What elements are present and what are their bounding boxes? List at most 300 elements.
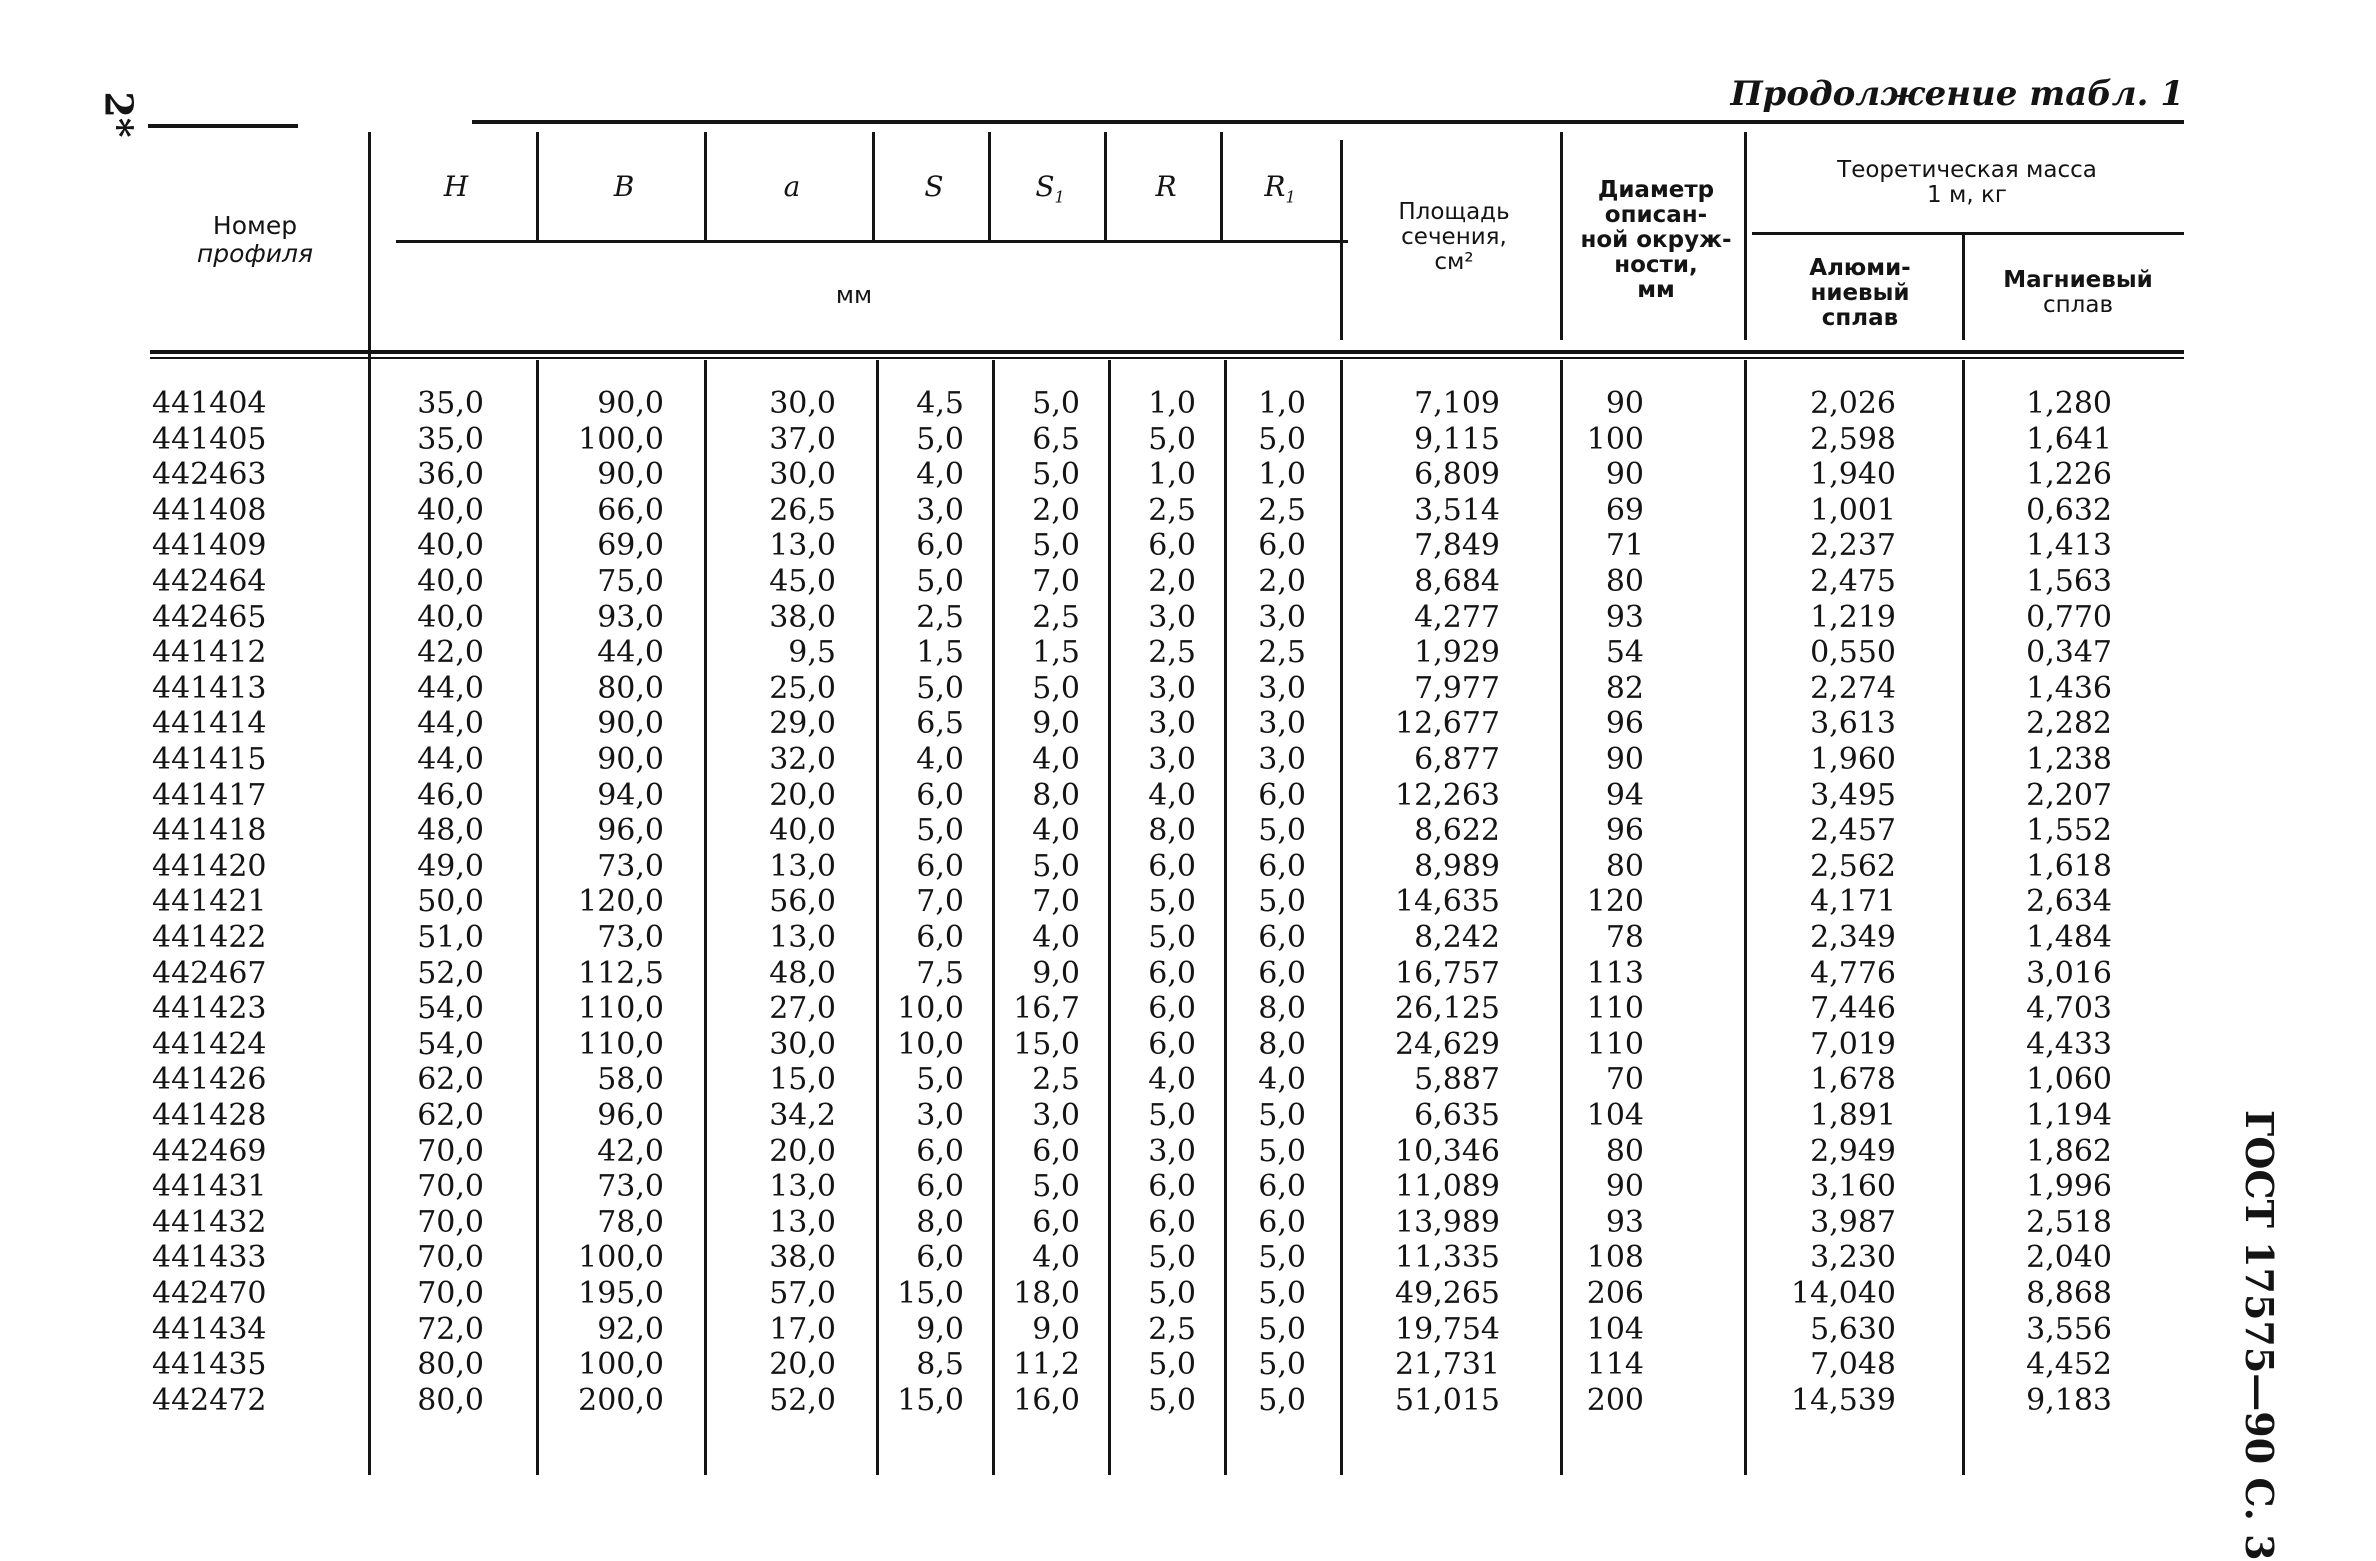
aluminium-mass-cell: 1,219 [1810, 599, 1896, 635]
magnesium-mass-cell: 1,060 [2026, 1062, 2112, 1098]
s1-cell: 4,0 [1032, 813, 1080, 849]
aluminium-mass-cell: 3,613 [1810, 706, 1896, 742]
r1-cell: 5,0 [1258, 884, 1306, 920]
h-cell: 80,0 [417, 1382, 484, 1418]
a-cell: 30,0 [769, 1026, 836, 1062]
aluminium-mass-cell: 1,001 [1810, 492, 1896, 528]
magnesium-mass-cell: 2,207 [2026, 777, 2112, 813]
diameter-cell: 206 [1586, 1276, 1644, 1311]
r1-cell: 4,0 [1258, 1062, 1306, 1098]
b-cell: 78,0 [597, 1204, 664, 1240]
b-cell: 110,0 [578, 991, 664, 1027]
profile-number-cell: 441405 [152, 421, 267, 457]
h-cell: 40,0 [417, 564, 484, 599]
r1-cell: 6,0 [1258, 1204, 1306, 1240]
magnesium-mass-cell: 2,518 [2026, 1204, 2112, 1240]
profile-number-cell: 441433 [152, 1240, 267, 1276]
b-cell: 66,0 [597, 492, 664, 528]
area-cell: 26,125 [1395, 991, 1500, 1027]
a-cell: 38,0 [769, 1240, 836, 1276]
h-cell: 62,0 [417, 1062, 484, 1098]
area-cell: 6,809 [1414, 457, 1500, 493]
header-mass-rule [1752, 232, 2184, 235]
magnesium-mass-cell: 1,436 [2026, 670, 2112, 706]
magnesium-mass-cell: 2,634 [2026, 884, 2112, 920]
s-cell: 15,0 [897, 1382, 964, 1418]
s-cell: 6,0 [916, 528, 964, 564]
column-rule [536, 132, 539, 240]
header-dim-s: S [924, 170, 944, 203]
column-rule [1220, 132, 1223, 240]
r-cell: 2,0 [1148, 564, 1196, 599]
r-cell: 2,5 [1148, 492, 1196, 528]
profile-number-cell: 441413 [152, 670, 267, 706]
a-cell: 13,0 [769, 848, 836, 884]
a-cell: 20,0 [769, 1133, 836, 1169]
profile-number-cell: 442463 [152, 457, 267, 493]
aluminium-mass-cell: 14,539 [1791, 1382, 1896, 1418]
h-cell: 35,0 [417, 386, 484, 421]
profile-number-cell: 441420 [152, 848, 267, 884]
s-cell: 10,0 [897, 991, 964, 1027]
a-cell: 38,0 [769, 599, 836, 635]
h-cell: 35,0 [417, 421, 484, 457]
area-cell: 6,635 [1414, 1098, 1500, 1133]
s1-cell: 5,0 [1032, 528, 1080, 564]
s-cell: 6,0 [916, 848, 964, 884]
profile-number-cell: 441418 [152, 813, 267, 849]
profile-number-cell: 441432 [152, 1204, 267, 1240]
s1-cell: 7,0 [1032, 884, 1080, 920]
h-cell: 50,0 [417, 884, 484, 920]
profile-number-cell: 442472 [152, 1382, 267, 1418]
s-cell: 10,0 [897, 1026, 964, 1062]
a-cell: 13,0 [769, 920, 836, 955]
aluminium-mass-cell: 3,495 [1810, 777, 1896, 813]
r-cell: 6,0 [1148, 955, 1196, 991]
profile-number-cell: 441415 [152, 742, 267, 777]
magnesium-mass-cell: 4,703 [2026, 991, 2112, 1027]
b-cell: 200,0 [578, 1382, 664, 1418]
profile-number-cell: 442470 [152, 1276, 267, 1311]
diameter-cell: 90 [1605, 742, 1644, 777]
b-cell: 96,0 [597, 1098, 664, 1133]
r1-cell: 6,0 [1258, 955, 1306, 991]
r-cell: 1,0 [1148, 457, 1196, 493]
aluminium-mass-cell: 2,475 [1810, 564, 1896, 599]
s-cell: 9,0 [916, 1311, 964, 1347]
s-cell: 6,0 [916, 777, 964, 813]
diameter-cell: 80 [1605, 1133, 1644, 1169]
r1-cell: 6,0 [1258, 848, 1306, 884]
column-rule [1340, 140, 1343, 340]
diameter-cell: 93 [1605, 599, 1644, 635]
area-cell: 7,977 [1414, 670, 1500, 706]
area-cell: 7,109 [1414, 386, 1500, 421]
area-cell: 49,265 [1395, 1276, 1500, 1311]
profile-number-cell: 441404 [152, 386, 267, 421]
s1-cell: 18,0 [1013, 1276, 1080, 1311]
profile-number-cell: 441421 [152, 884, 267, 920]
r-cell: 5,0 [1148, 884, 1196, 920]
diameter-cell: 120 [1586, 884, 1644, 920]
aluminium-mass-cell: 2,457 [1810, 813, 1896, 849]
magnesium-mass-cell: 1,194 [2026, 1098, 2112, 1133]
column-rule [1104, 132, 1107, 240]
header-diameter: Диаметр описан- ной окруж- ности, мм [1580, 177, 1732, 303]
magnesium-mass-cell: 0,347 [2026, 635, 2112, 671]
h-cell: 70,0 [417, 1276, 484, 1311]
aluminium-mass-cell: 7,019 [1810, 1026, 1896, 1062]
r-cell: 4,0 [1148, 777, 1196, 813]
a-cell: 15,0 [769, 1062, 836, 1098]
h-cell: 46,0 [417, 777, 484, 813]
profile-number-cell: 441424 [152, 1026, 267, 1062]
profile-number-cell: 441434 [152, 1311, 267, 1347]
b-cell: 100,0 [578, 1347, 664, 1383]
r-cell: 2,5 [1148, 1311, 1196, 1347]
header-dim-r1: $R_1$ [1264, 170, 1296, 207]
aluminium-mass-cell: 3,160 [1810, 1169, 1896, 1205]
r-cell: 4,0 [1148, 1062, 1196, 1098]
h-cell: 54,0 [417, 991, 484, 1027]
header-bottom-rule-1 [150, 350, 2184, 354]
profile-number-cell: 441409 [152, 528, 267, 564]
diameter-cell: 113 [1586, 955, 1644, 991]
r1-cell: 3,0 [1258, 706, 1306, 742]
h-cell: 72,0 [417, 1311, 484, 1347]
b-cell: 100,0 [578, 1240, 664, 1276]
s1-cell: 16,0 [1013, 1382, 1080, 1418]
a-cell: 17,0 [769, 1311, 836, 1347]
r-cell: 2,5 [1148, 635, 1196, 671]
h-cell: 49,0 [417, 848, 484, 884]
magnesium-mass-cell: 1,862 [2026, 1133, 2112, 1169]
header-profile-number: Номер профиля [196, 211, 314, 268]
area-cell: 4,277 [1414, 599, 1500, 635]
s1-cell: 4,0 [1032, 1240, 1080, 1276]
r1-cell: 6,0 [1258, 528, 1306, 564]
b-cell: 92,0 [597, 1311, 664, 1347]
area-cell: 14,635 [1395, 884, 1500, 920]
diameter-cell: 94 [1605, 777, 1644, 813]
h-cell: 40,0 [417, 599, 484, 635]
area-cell: 11,089 [1395, 1169, 1500, 1205]
diameter-cell: 69 [1605, 492, 1644, 528]
a-cell: 25,0 [769, 670, 836, 706]
b-cell: 90,0 [597, 706, 664, 742]
h-cell: 36,0 [417, 457, 484, 493]
a-cell: 40,0 [769, 813, 836, 849]
s1-cell: 7,0 [1032, 564, 1080, 599]
b-cell: 75,0 [597, 564, 664, 599]
r-cell: 3,0 [1148, 1133, 1196, 1169]
magnesium-mass-cell: 0,770 [2026, 599, 2112, 635]
s-cell: 6,0 [916, 920, 964, 955]
a-cell: 29,0 [769, 706, 836, 742]
s1-cell: 5,0 [1032, 848, 1080, 884]
b-cell: 73,0 [597, 848, 664, 884]
b-cell: 80,0 [597, 670, 664, 706]
h-cell: 42,0 [417, 635, 484, 671]
r1-cell: 2,5 [1258, 635, 1306, 671]
s1-cell: 15,0 [1013, 1026, 1080, 1062]
aluminium-mass-cell: 1,960 [1810, 742, 1896, 777]
profile-number-cell: 441422 [152, 920, 267, 955]
profile-number-cell: 441408 [152, 492, 267, 528]
h-cell: 44,0 [417, 670, 484, 706]
r1-cell: 5,0 [1258, 1382, 1306, 1418]
r-cell: 6,0 [1148, 848, 1196, 884]
diameter-cell: 78 [1605, 920, 1644, 955]
r-cell: 1,0 [1148, 386, 1196, 421]
h-cell: 40,0 [417, 528, 484, 564]
r1-cell: 8,0 [1258, 991, 1306, 1027]
header-area: Площадь сечения, см² [1398, 199, 1510, 275]
side-title: ГОСТ 17575—90 С. 3 [2237, 1110, 2282, 1561]
header-dims-rule [396, 240, 1348, 243]
s-cell: 7,5 [916, 955, 964, 991]
a-cell: 27,0 [769, 991, 836, 1027]
s-cell: 4,5 [916, 386, 964, 421]
magnesium-mass-cell: 9,183 [2026, 1382, 2112, 1418]
area-cell: 24,629 [1395, 1026, 1500, 1062]
a-cell: 26,5 [769, 492, 836, 528]
aluminium-mass-cell: 3,987 [1810, 1204, 1896, 1240]
diameter-cell: 70 [1605, 1062, 1644, 1098]
b-cell: 96,0 [597, 813, 664, 849]
s-cell: 5,0 [916, 1062, 964, 1098]
b-cell: 90,0 [597, 386, 664, 421]
r-cell: 8,0 [1148, 813, 1196, 849]
area-cell: 8,242 [1414, 920, 1500, 955]
b-cell: 90,0 [597, 742, 664, 777]
diameter-cell: 110 [1586, 1026, 1644, 1062]
r1-cell: 5,0 [1258, 1098, 1306, 1133]
a-cell: 34,2 [769, 1098, 836, 1133]
aluminium-mass-cell: 2,598 [1810, 421, 1896, 457]
profile-number-cell: 442464 [152, 564, 267, 599]
diameter-cell: 80 [1605, 848, 1644, 884]
r-cell: 5,0 [1148, 1098, 1196, 1133]
b-cell: 58,0 [597, 1062, 664, 1098]
aluminium-mass-cell: 14,040 [1791, 1276, 1896, 1311]
profile-number-cell: 441426 [152, 1062, 267, 1098]
profile-number-cell: 441431 [152, 1169, 267, 1205]
s-cell: 7,0 [916, 884, 964, 920]
s-cell: 4,0 [916, 742, 964, 777]
page-mark: 2* [96, 91, 142, 138]
column-rule [1744, 132, 1747, 340]
header-dim-r: R [1155, 170, 1177, 203]
column-rule [872, 132, 875, 240]
s-cell: 5,0 [916, 564, 964, 599]
s-cell: 5,0 [916, 813, 964, 849]
r-cell: 6,0 [1148, 1204, 1196, 1240]
diameter-cell: 90 [1605, 457, 1644, 493]
aluminium-mass-cell: 4,171 [1810, 884, 1896, 920]
s1-cell: 9,0 [1032, 955, 1080, 991]
r1-cell: 5,0 [1258, 421, 1306, 457]
r1-cell: 8,0 [1258, 1026, 1306, 1062]
r1-cell: 6,0 [1258, 920, 1306, 955]
a-cell: 9,5 [788, 635, 836, 671]
aluminium-mass-cell: 2,949 [1810, 1133, 1896, 1169]
header-bottom-rule-2 [150, 357, 2184, 359]
profile-number-cell: 441428 [152, 1098, 267, 1133]
r1-cell: 1,0 [1258, 386, 1306, 421]
aluminium-mass-cell: 0,550 [1810, 635, 1896, 671]
h-cell: 62,0 [417, 1098, 484, 1133]
magnesium-mass-cell: 1,280 [2026, 386, 2112, 421]
diameter-cell: 82 [1605, 670, 1644, 706]
magnesium-mass-cell: 1,484 [2026, 920, 2112, 955]
area-cell: 16,757 [1395, 955, 1500, 991]
magnesium-mass-cell: 4,433 [2026, 1026, 2112, 1062]
s1-cell: 3,0 [1032, 1098, 1080, 1133]
a-cell: 52,0 [769, 1382, 836, 1418]
aluminium-mass-cell: 7,446 [1810, 991, 1896, 1027]
header-unit-mm: мм [835, 281, 873, 309]
b-cell: 73,0 [597, 1169, 664, 1205]
r-cell: 5,0 [1148, 1276, 1196, 1311]
r-cell: 3,0 [1148, 706, 1196, 742]
aluminium-mass-cell: 4,776 [1810, 955, 1896, 991]
h-cell: 70,0 [417, 1240, 484, 1276]
profile-number-cell: 441417 [152, 777, 267, 813]
aluminium-mass-cell: 2,026 [1810, 386, 1896, 421]
r-cell: 5,0 [1148, 1382, 1196, 1418]
s1-cell: 5,0 [1032, 457, 1080, 493]
magnesium-mass-cell: 0,632 [2026, 492, 2112, 528]
s1-cell: 2,0 [1032, 492, 1080, 528]
header-magnesium: Магниевый сплав [2003, 267, 2153, 318]
a-cell: 37,0 [769, 421, 836, 457]
diameter-cell: 104 [1586, 1311, 1644, 1347]
profile-number-cell: 441435 [152, 1347, 267, 1383]
h-cell: 54,0 [417, 1026, 484, 1062]
top-rule [472, 120, 2184, 124]
area-cell: 5,887 [1414, 1062, 1500, 1098]
r-cell: 3,0 [1148, 599, 1196, 635]
diameter-cell: 93 [1605, 1204, 1644, 1240]
aluminium-mass-cell: 1,940 [1810, 457, 1896, 493]
b-cell: 195,0 [578, 1276, 664, 1311]
r1-cell: 1,0 [1258, 457, 1306, 493]
s-cell: 3,0 [916, 492, 964, 528]
r-cell: 6,0 [1148, 1169, 1196, 1205]
r1-cell: 5,0 [1258, 813, 1306, 849]
diameter-cell: 71 [1605, 528, 1644, 564]
aluminium-mass-cell: 7,048 [1810, 1347, 1896, 1383]
b-cell: 42,0 [597, 1133, 664, 1169]
b-cell: 69,0 [597, 528, 664, 564]
s-cell: 6,5 [916, 706, 964, 742]
header-dim-s1: $S_1$ [1035, 170, 1065, 207]
diameter-cell: 108 [1586, 1240, 1644, 1276]
s1-cell: 11,2 [1013, 1347, 1080, 1383]
area-cell: 9,115 [1414, 421, 1500, 457]
area-cell: 11,335 [1395, 1240, 1500, 1276]
column-rule [704, 132, 707, 240]
diameter-cell: 114 [1586, 1347, 1644, 1383]
h-cell: 70,0 [417, 1204, 484, 1240]
top-left-rule [148, 124, 298, 128]
r1-cell: 3,0 [1258, 599, 1306, 635]
a-cell: 32,0 [769, 742, 836, 777]
r-cell: 5,0 [1148, 920, 1196, 955]
s1-cell: 6,0 [1032, 1133, 1080, 1169]
a-cell: 13,0 [769, 528, 836, 564]
diameter-cell: 96 [1605, 706, 1644, 742]
a-cell: 56,0 [769, 884, 836, 920]
diameter-cell: 54 [1605, 635, 1644, 671]
a-cell: 30,0 [769, 457, 836, 493]
s1-cell: 5,0 [1032, 1169, 1080, 1205]
s-cell: 6,0 [916, 1240, 964, 1276]
r-cell: 6,0 [1148, 1026, 1196, 1062]
s1-cell: 5,0 [1032, 670, 1080, 706]
header-dim-a: a [783, 170, 801, 203]
r1-cell: 5,0 [1258, 1311, 1306, 1347]
s1-cell: 1,5 [1032, 635, 1080, 671]
magnesium-mass-cell: 1,563 [2026, 564, 2112, 599]
h-cell: 40,0 [417, 492, 484, 528]
r-cell: 5,0 [1148, 1240, 1196, 1276]
s1-cell: 8,0 [1032, 777, 1080, 813]
profile-number-cell: 442465 [152, 599, 267, 635]
area-cell: 10,346 [1395, 1133, 1500, 1169]
b-cell: 100,0 [578, 421, 664, 457]
profile-number-cell: 441414 [152, 706, 267, 742]
diameter-cell: 90 [1605, 1169, 1644, 1205]
aluminium-mass-cell: 3,230 [1810, 1240, 1896, 1276]
area-cell: 8,684 [1414, 564, 1500, 599]
magnesium-mass-cell: 1,641 [2026, 421, 2112, 457]
header-aluminium: Алюми- ниевый сплав [1809, 255, 1911, 331]
h-cell: 70,0 [417, 1133, 484, 1169]
s1-cell: 16,7 [1013, 991, 1080, 1027]
r1-cell: 2,0 [1258, 564, 1306, 599]
magnesium-mass-cell: 1,552 [2026, 813, 2112, 849]
r-cell: 6,0 [1148, 528, 1196, 564]
r1-cell: 5,0 [1258, 1133, 1306, 1169]
magnesium-mass-cell: 1,618 [2026, 848, 2112, 884]
b-cell: 73,0 [597, 920, 664, 955]
b-cell: 90,0 [597, 457, 664, 493]
diameter-cell: 96 [1605, 813, 1644, 849]
magnesium-mass-cell: 3,556 [2026, 1311, 2112, 1347]
s1-cell: 6,0 [1032, 1204, 1080, 1240]
h-cell: 52,0 [417, 955, 484, 991]
s1-cell: 5,0 [1032, 386, 1080, 421]
s-cell: 4,0 [916, 457, 964, 493]
a-cell: 48,0 [769, 955, 836, 991]
aluminium-mass-cell: 2,237 [1810, 528, 1896, 564]
aluminium-mass-cell: 5,630 [1810, 1311, 1896, 1347]
column-rule [1962, 232, 1965, 340]
r-cell: 5,0 [1148, 1347, 1196, 1383]
r1-cell: 6,0 [1258, 777, 1306, 813]
magnesium-mass-cell: 4,452 [2026, 1347, 2112, 1383]
area-cell: 8,622 [1414, 813, 1500, 849]
a-cell: 57,0 [769, 1276, 836, 1311]
profile-number-cell: 442469 [152, 1133, 267, 1169]
area-cell: 3,514 [1414, 492, 1500, 528]
diameter-cell: 104 [1586, 1098, 1644, 1133]
s-cell: 5,0 [916, 421, 964, 457]
header-dim-b: B [613, 170, 635, 203]
